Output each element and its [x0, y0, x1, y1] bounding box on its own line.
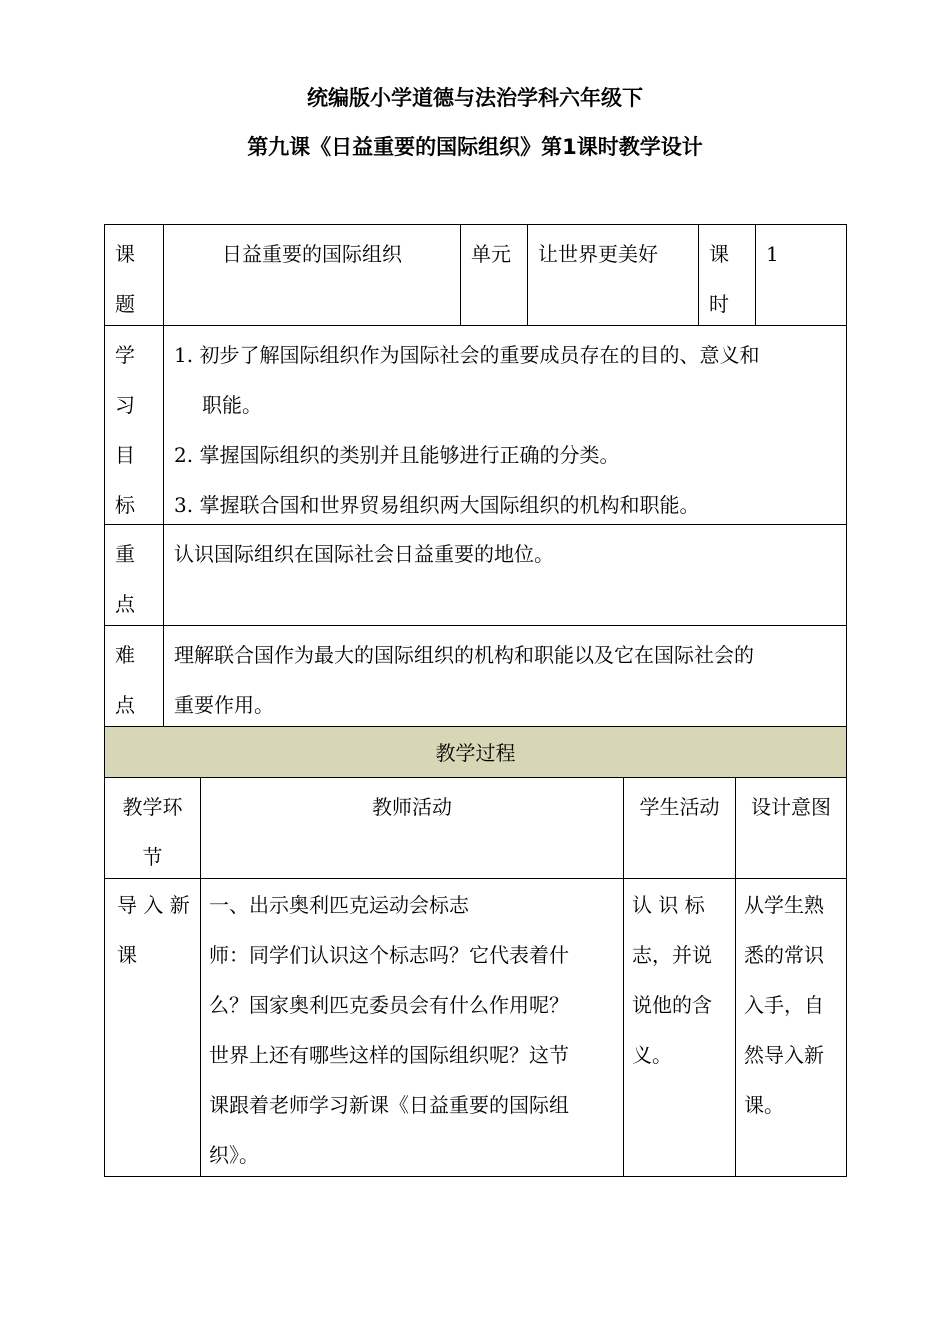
table-row-teacher: 一、出示奥利匹克运动会标志 师：同学们认识这个标志吗？它代表着什 么？国家奥利匹克委员会有什么作用呢？ 世界上还有哪些这样的国际组织呢？这节 课跟着老师学习新课《日益重要的国际组 织》。 — [209, 893, 569, 1167]
key-points-content: 认识国际组织在国际社会日益重要的地位。 — [174, 542, 554, 566]
difficulty-line: 重要作用。 — [174, 693, 274, 717]
difficulties-label: 难 点 — [115, 643, 135, 717]
objective-line: 2. 掌握国际组织的类别并且能够进行正确的分类。 — [174, 443, 620, 467]
difficulties-content — [164, 626, 846, 726]
document-title: 统编版小学道德与法治学科六年级下 — [307, 86, 643, 110]
table-row-student: 认 识 标 志，并说 说他的含 义。 — [632, 893, 712, 1067]
column-header-intent: 设计意图 — [751, 795, 831, 819]
topic-label: 课 题 — [115, 242, 135, 316]
objective-line: 职能。 — [202, 393, 262, 417]
objectives-label: 学 习 目 标 — [115, 343, 135, 517]
period-label: 课 时 — [709, 242, 729, 316]
column-header-stage: 教学环 节 — [122, 795, 183, 869]
column-header-teacher: 教师活动 — [372, 795, 452, 819]
topic-value: 日益重要的国际组织 — [222, 242, 402, 266]
unit-value: 让世界更美好 — [538, 242, 658, 266]
key-points-label: 重 点 — [115, 542, 135, 616]
table-row-stage: 导 入 新 课 — [117, 893, 190, 967]
objective-line: 3. 掌握联合国和世界贸易组织两大国际组织的机构和职能。 — [174, 493, 700, 517]
objective-line: 1. 初步了解国际组织作为国际社会的重要成员存在的目的、意义和 — [174, 343, 760, 367]
difficulty-line: 理解联合国作为最大的国际组织的机构和职能以及它在国际社会的 — [174, 643, 754, 667]
column-header-student: 学生活动 — [639, 795, 720, 819]
table-row-intent: 从学生熟 悉的常识 入手，自 然导入新 课。 — [744, 893, 824, 1117]
unit-label: 单元 — [471, 242, 511, 266]
objectives-content — [164, 326, 846, 524]
period-value: 1 — [766, 242, 779, 266]
lesson-title: 第九课《日益重要的国际组织》第1课时教学设计 — [247, 135, 703, 159]
process-banner: 教学过程 — [435, 741, 516, 765]
